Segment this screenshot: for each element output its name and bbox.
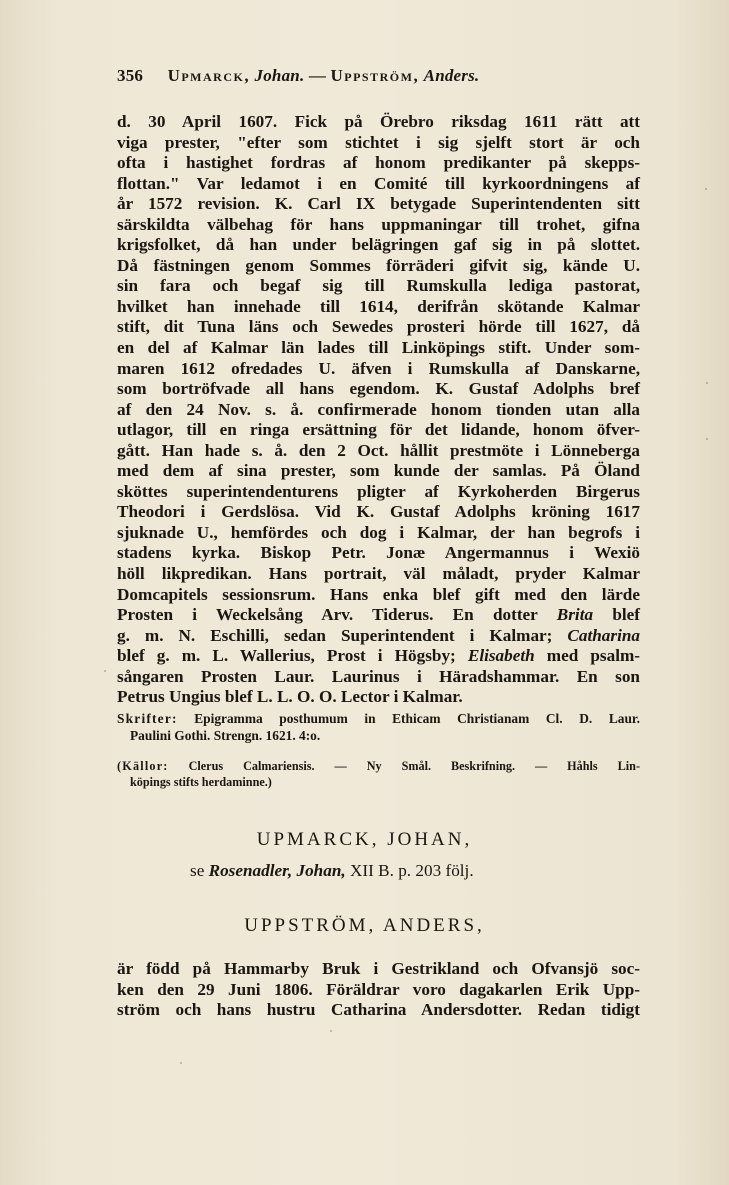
text-segment: XII B. p. 203 följ. — [349, 861, 474, 880]
text-line: ström och hans hustru Catharina Andersdotter. Redan tidigt — [117, 1000, 640, 1020]
uppstrom-paragraph — [117, 959, 640, 1021]
text-segment: Epigramma posthumum in Ethicam Christianam Cl. D. Laur. — [194, 711, 640, 726]
text-line: ofta i hastighet fordras af honom predikanter på skepps- — [117, 153, 640, 173]
text-segment: blef g. m. L. Wallerius, Prost i Högsby; — [117, 646, 456, 666]
text-line — [117, 605, 640, 626]
header-left-surname: Upmarck, — [167, 66, 251, 85]
sources-section — [117, 758, 640, 790]
text-line: sin fara och begaf sig till Rumskulla lediga pastorat, — [117, 276, 640, 296]
text-line — [117, 626, 640, 647]
italic-name: Johan, — [296, 861, 346, 880]
text-line: stift, dit Tuna läns och Sewedes prosteri hörde till 1627, då — [117, 317, 640, 337]
sources-line: köpings stifts herdaminne.) — [130, 775, 272, 789]
paper-speck — [330, 1030, 332, 1032]
text-line: sångaren Prosten Laur. Laurinus i Häradshammar. En son — [117, 666, 640, 686]
text-line: gått. Han hade s. å. den 2 Oct. hållit prestmöte i Lönneberga — [117, 440, 640, 460]
text-line: Domcapitels sessionsrum. Hans enka blef gift med den lärde — [117, 584, 640, 604]
running-header — [117, 66, 637, 86]
paper-speck — [705, 188, 707, 190]
sources-label: (Källor: — [117, 759, 169, 773]
text-line: af den 24 Nov. s. å. confirmerade honom tionden utan alla — [117, 399, 640, 419]
entry-heading-uppstrom: UPPSTRÖM, ANDERS, — [244, 915, 485, 936]
text-line: Theodori i Gerdslösa. Vid K. Gustaf Adolphs kröning 1617 — [117, 502, 640, 522]
text-segment: Clerus Calmariensis. — Ny Smål. Beskrifning. — Håhls Lin- — [188, 759, 641, 773]
cross-reference — [190, 861, 474, 881]
text-line: viga prester, "efter som stichtet i sig sjelft stort är och — [117, 132, 640, 152]
header-left-given: Johan. — [254, 66, 305, 85]
page-number: 356 — [117, 66, 144, 85]
text-line — [117, 646, 640, 667]
text-line: Då fästningen genom Sommes förräderi gifvit sig, kände U. — [117, 255, 640, 275]
text-segment: blef — [612, 605, 641, 625]
text-line: år 1572 revision. K. Carl IX betygade Superintendenten sitt — [117, 194, 640, 214]
italic-name: Rosenadler, — [208, 861, 293, 880]
italic-name: Catharina — [567, 625, 641, 645]
text-segment: Prosten i Weckelsång Arv. Tiderus. En dotter — [117, 605, 538, 625]
text-segment: g. m. N. Eschilli, sedan Superintendent i Kalmar; — [117, 625, 553, 645]
text-line: maren 1612 ofredades U. äfven i Rumskulla af Danskarne, — [117, 358, 640, 378]
text-line: stadens kyrka. Biskop Petr. Jonæ Angermannus i Wexiö — [117, 543, 640, 563]
paper-speck — [104, 670, 106, 672]
paper-speck — [706, 438, 708, 440]
text-line: med dem af sina prester, som kunde der samlas. På Öland — [117, 461, 640, 481]
writings-line — [117, 710, 640, 727]
text-segment: se — [190, 861, 205, 880]
paper-speck — [706, 382, 708, 384]
italic-name: Brita — [556, 605, 594, 625]
writings-line: Paulini Gothi. Strengn. 1621. 4:o. — [130, 728, 321, 743]
header-right-given: Anders. — [423, 66, 480, 85]
text-line: d. 30 April 1607. Fick på Örebro riksdag 1611 rätt att — [117, 112, 640, 131]
text-line: sjuknade U., hemfördes och dog i Kalmar, der han begrofs i — [117, 522, 640, 542]
text-line: krigsfolket, då han under belägringen gaf sig in på slottet. — [117, 235, 640, 255]
text-line: utlagor, till en ringa ersättning för det lidande, honom öfver- — [117, 420, 640, 440]
paper-speck — [180, 1062, 182, 1064]
text-line: sköttes superintendenturens pligter af Kyrkoherden Birgerus — [117, 481, 640, 501]
text-line: höll likpredikan. Hans portrait, väl måladt, pryder Kalmar — [117, 564, 640, 584]
text-line: som bortröfvade all hans egendom. K. Gustaf Adolphs bref — [117, 379, 640, 399]
text-line: ken den 29 Juni 1806. Föräldrar voro dagakarlen Erik Upp- — [117, 979, 640, 999]
text-line: särskildta välbehag för hans uppmaningar till trohet, gifna — [117, 214, 640, 234]
header-dash: — — [308, 66, 327, 85]
sources-line — [117, 758, 640, 774]
text-segment: med psalm- — [546, 646, 641, 666]
text-line: en del af Kalmar län lades till Linköpings stift. Under som- — [117, 338, 640, 358]
text-line: hvilket han innehade till 1614, derifrån skötande Kalmar — [117, 296, 640, 316]
italic-name: Elisabeth — [467, 646, 535, 666]
writings-label: Skrifter: — [117, 711, 178, 726]
entry-heading-upmarck: UPMARCK, JOHAN, — [256, 829, 473, 850]
writings-section — [117, 710, 640, 744]
text-line: flottan." Var ledamot i en Comité till kyrkoordningens af — [117, 173, 640, 193]
text-line: är född på Hammarby Bruk i Gestrikland och Ofvansjö soc- — [117, 959, 640, 978]
text-line: Petrus Ungius blef L. L. O. O. Lector i Kalmar. — [117, 687, 463, 707]
main-paragraph — [117, 112, 640, 708]
header-right-surname: Uppström, — [330, 66, 420, 85]
